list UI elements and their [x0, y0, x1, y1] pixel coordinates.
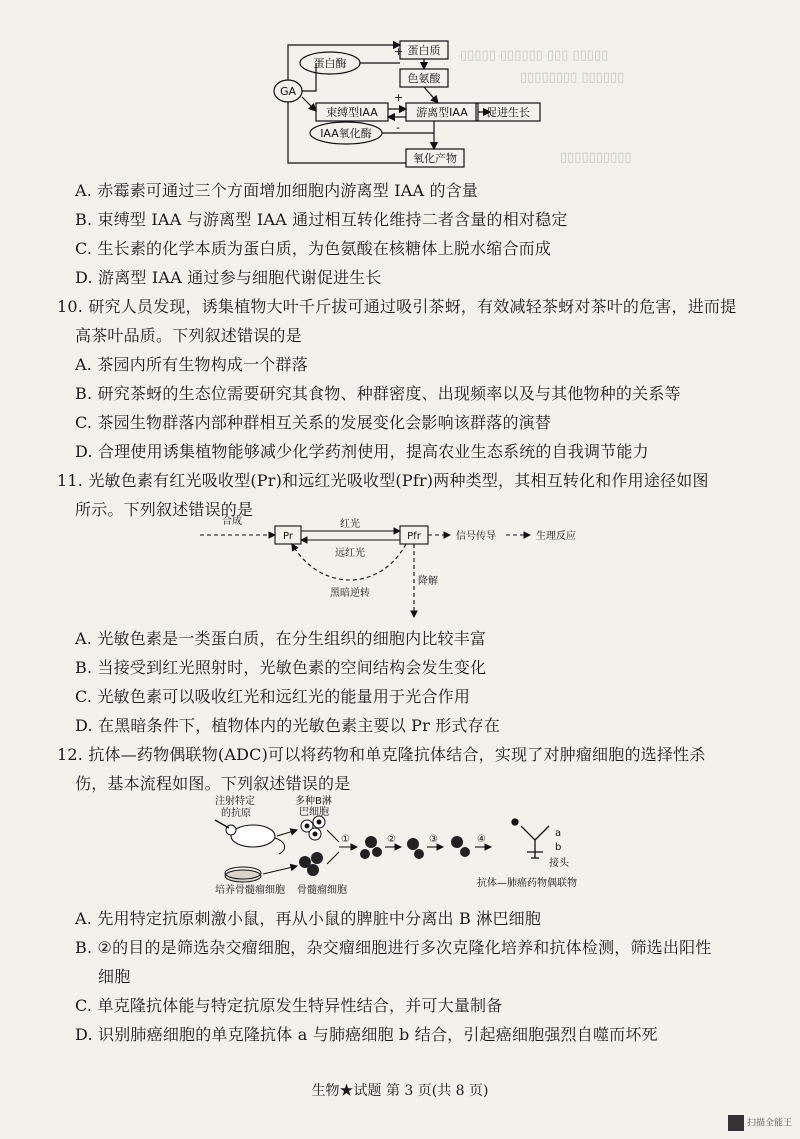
multi-b-label: 多种B淋 [295, 796, 332, 807]
mouse-icon [215, 820, 285, 854]
plus-sign: + [394, 45, 404, 58]
myeloma-label: 骨髓瘤细胞 [297, 885, 347, 896]
q12-option-d: D. 识别肺癌细胞的单克隆抗体 a 与肺癌细胞 b 结合，引起癌细胞强烈自噬而坏死 [75, 1025, 658, 1044]
b-cells-label: 巴细胞 [299, 807, 329, 818]
q12-option-b: B. ②的目的是筛选杂交瘤细胞，杂交瘤细胞进行多次克隆化培养和抗体检测，筛选出阳性 [75, 938, 712, 957]
inject-label: 注射特定 [215, 796, 255, 807]
label-b: b [555, 842, 562, 853]
q10-option-a: A. 茶园内所有生物构成一个群落 [75, 355, 308, 374]
q9-option-d: D. 游离型 IAA 通过参与细胞代谢促进生长 [75, 268, 382, 287]
phytochrome-diagram [200, 516, 600, 622]
q12-stem: 12. 抗体—药物偶联物(ADC)可以将药物和单克隆抗体结合，实现了对肿瘤细胞的选择性杀 [57, 745, 706, 764]
protein-label: 蛋白质 [407, 44, 441, 57]
culture-label: 培养骨髓瘤细胞 [215, 885, 285, 896]
antibody-drug-conjugate-icon [512, 819, 549, 858]
iaa-oxidase-label: IAA氧化酶 [320, 127, 372, 140]
q12-option-b-cont: 细胞 [98, 967, 131, 986]
tryptophan-label: 色氨酸 [407, 72, 441, 85]
red-light-label: 红光 [340, 519, 360, 530]
signal-transduction-label: 信号传导 [456, 531, 496, 542]
antigen-label: 的抗原 [221, 808, 251, 819]
pr-label: Pr [283, 531, 293, 542]
petri-dish-icon [225, 867, 261, 882]
step-2: ② [387, 834, 396, 845]
q10-stem: 高茶叶品质。下列叙述错误的是 [75, 326, 302, 345]
step-1: ① [341, 834, 350, 845]
step-4: ④ [477, 834, 486, 845]
q10-option-b: B. 研究茶蚜的生态位需要研究其食物、种群密度、出现频率以及与其他物种的关系等 [75, 384, 681, 403]
adc-label: 抗体—肺癌药物偶联物 [477, 878, 577, 889]
q9-option-b: B. 束缚型 IAA 与游离型 IAA 通过相互转化维持二者含量的相对稳定 [75, 210, 568, 229]
q11-option-d: D. 在黑暗条件下，植物体内的光敏色素主要以 Pr 形式存在 [75, 716, 501, 735]
bleed-through: ▯▯▯▯▯▯▯▯ ▯▯▯▯▯▯ [520, 70, 625, 85]
qr-icon [728, 1115, 744, 1131]
dark-reversion-label: 黑暗逆转 [330, 588, 370, 599]
b-cells-icon [301, 816, 325, 840]
promote-growth-label: 促进生长 [486, 106, 530, 119]
q10-option-d: D. 合理使用诱集植物能够减少化学药剂使用，提高农业生态系统的自我调节能力 [75, 442, 649, 461]
far-red-light-label: 远红光 [335, 548, 365, 559]
degradation-label: 降解 [418, 576, 438, 587]
plus-sign: + [394, 91, 404, 104]
oxidation-product-label: 氧化产物 [413, 152, 457, 165]
watermark-text: 扫描全能王 [746, 1118, 792, 1129]
q12-option-c: C. 单克隆抗体能与特定抗原发生特异性结合，并可大量制备 [75, 996, 503, 1015]
minus-sign: - [396, 121, 400, 134]
ga-iaa-diagram [258, 35, 548, 175]
physiological-response-label: 生理反应 [536, 531, 576, 542]
q12-stem: 伤，基本流程如图。下列叙述错误的是 [75, 774, 351, 793]
protease-label: 蛋白酶 [313, 57, 347, 70]
label-a: a [555, 828, 562, 839]
q11-option-a: A. 光敏色素是一类蛋白质，在分生组织的细胞内比较丰富 [75, 629, 487, 648]
synthesis-label: 合成 [222, 516, 242, 527]
bleed-through: ▯▯▯▯▯ ▯▯▯▯▯▯ ▯▯▯ ▯▯▯▯▯ [460, 48, 609, 63]
myeloma-cells-icon [299, 852, 323, 876]
q10-option-c: C. 茶园生物群落内部种群相互关系的发展变化会影响该群落的演替 [75, 413, 552, 432]
ga-label: GA [279, 85, 297, 98]
pfr-label: Pfr [407, 531, 421, 542]
page-footer: 生物★试题 第 3 页(共 8 页) [311, 1083, 489, 1099]
q11-option-c: C. 光敏色素可以吸收红光和远红光的能量用于光合作用 [75, 687, 471, 706]
q11-stem: 11. 光敏色素有红光吸收型(Pr)和远红光吸收型(Pfr)两种类型，其相互转化和作用途径如图 [57, 471, 709, 490]
q10-stem: 10. 研究人员发现，诱集植物大叶千斤拔可通过吸引茶蚜，有效减轻茶蚜对茶叶的危害，进而提 [57, 297, 737, 316]
free-iaa-label: 游离型IAA [416, 106, 468, 119]
bleed-through: ▯▯▯▯▯▯▯▯▯▯ [560, 150, 632, 165]
linker-label: 接头 [549, 858, 569, 869]
q11-stem: 所示。下列叙述错误的是 [75, 500, 254, 519]
adc-flow-diagram [215, 796, 595, 896]
q11-option-b: B. 当接受到红光照射时，光敏色素的空间结构会发生变化 [75, 658, 487, 677]
step-3: ③ [429, 834, 438, 845]
bound-iaa-label: 束缚型IAA [326, 106, 378, 119]
q9-option-c: C. 生长素的化学本质为蛋白质，为色氨酸在核糖体上脱水缩合而成 [75, 239, 552, 258]
q9-option-a: A. 赤霉素可通过三个方面增加细胞内游离型 IAA 的含量 [75, 181, 479, 200]
scanner-watermark [728, 1115, 792, 1131]
q12-option-a: A. 先用特定抗原刺激小鼠，再从小鼠的脾脏中分离出 B 淋巴细胞 [75, 909, 542, 928]
